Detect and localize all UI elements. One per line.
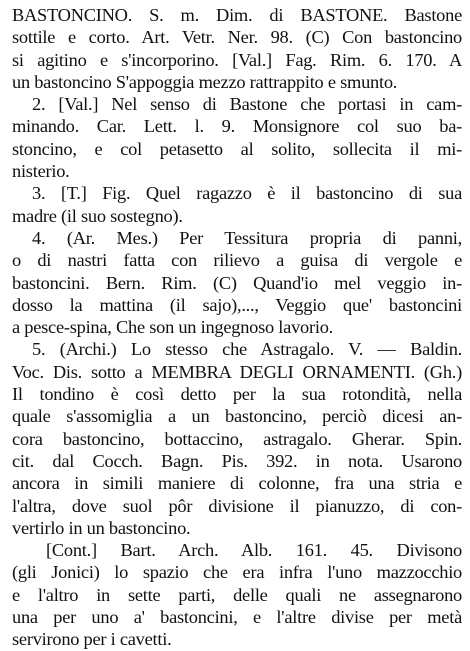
text-line: vertirlo in un bastoncino. bbox=[12, 517, 191, 538]
text-line: e l'altro in sette parti, delle quali ne assegnarono bbox=[12, 584, 462, 605]
sense-2-line: 2. [Val.] Nel senso di Bastone che portasi in cam- bbox=[32, 94, 462, 115]
text-line: una per uno a' bastoncini, e l'altre divise per metà bbox=[12, 607, 462, 628]
text-line: quale s'assomiglia a un bastoncino, perciò dicesi an- bbox=[12, 406, 462, 427]
text-line: bastoncini. Bern. Rim. (C) Quand'io mel veggio in- bbox=[12, 272, 462, 293]
text-line: dosso la mattina (il sajo),..., Veggio que' bastoncini bbox=[12, 294, 462, 315]
text-line: (gli Jonici) lo spazio che era infra l'uno mazzocchio bbox=[12, 562, 462, 583]
text-line: o di nastri fatta con rilievo a guisa di vergole e bbox=[12, 250, 462, 271]
text-line: nisterio. bbox=[12, 161, 70, 182]
sense-5-line: 5. (Archi.) Lo stesso che Astragalo. V. — Baldin. bbox=[32, 339, 462, 360]
text-line: ancora in simili maniere di colonne, fra una stria e bbox=[12, 473, 462, 494]
sense-3-line: 3. [T.] Fig. Quel ragazzo è il bastoncino di sua bbox=[32, 183, 462, 204]
text-line: sottile e corto. Art. Vetr. Ner. 98. (C) Con bastoncino bbox=[12, 27, 462, 48]
text-line: Voc. Dis. sotto a MEMBRA DEGLI ORNAMENTI. (Gh.) bbox=[12, 361, 462, 382]
text-line: cora bastoncino, bottaccino, astragalo. Gherar. Spin. bbox=[12, 428, 462, 449]
text-line: cit. dal Cocch. Bagn. Pis. 392. in nota. Usarono bbox=[12, 450, 462, 471]
text-line: BASTONCINO. S. m. Dim. di BASTONE. Bastone bbox=[12, 5, 462, 25]
cont-line: [Cont.] Bart. Arch. Alb. 161. 45. Divisono bbox=[46, 540, 462, 561]
text-line: l'altra, dove suol pôr divisione il pianuzzo, di con- bbox=[12, 495, 462, 516]
text-line: servirono per i cavetti. bbox=[12, 629, 172, 650]
text-line: si agitino e s'incorporino. [Val.] Fag. Rim. 6. 170. A bbox=[12, 49, 462, 70]
text-line: a pesce-spina, Che son un ingegnoso lavorio. bbox=[12, 317, 333, 338]
text-line: madre (il suo sostegno). bbox=[12, 205, 183, 226]
text-line: minando. Car. Lett. l. 9. Monsignore col suo ba- bbox=[12, 116, 462, 137]
entry-bastoncino bbox=[12, 4, 462, 651]
text-line: un bastoncino S'appoggia mezzo rattrappito e smunto. bbox=[12, 71, 398, 92]
text-line: Il tondino è così detto per la sua rotondità, nella bbox=[12, 384, 462, 405]
text-line: stoncino, e col petasetto al solito, sollecita il mi- bbox=[12, 138, 462, 159]
sense-4-line: 4. (Ar. Mes.) Per Tessitura propria di panni, bbox=[32, 227, 462, 248]
